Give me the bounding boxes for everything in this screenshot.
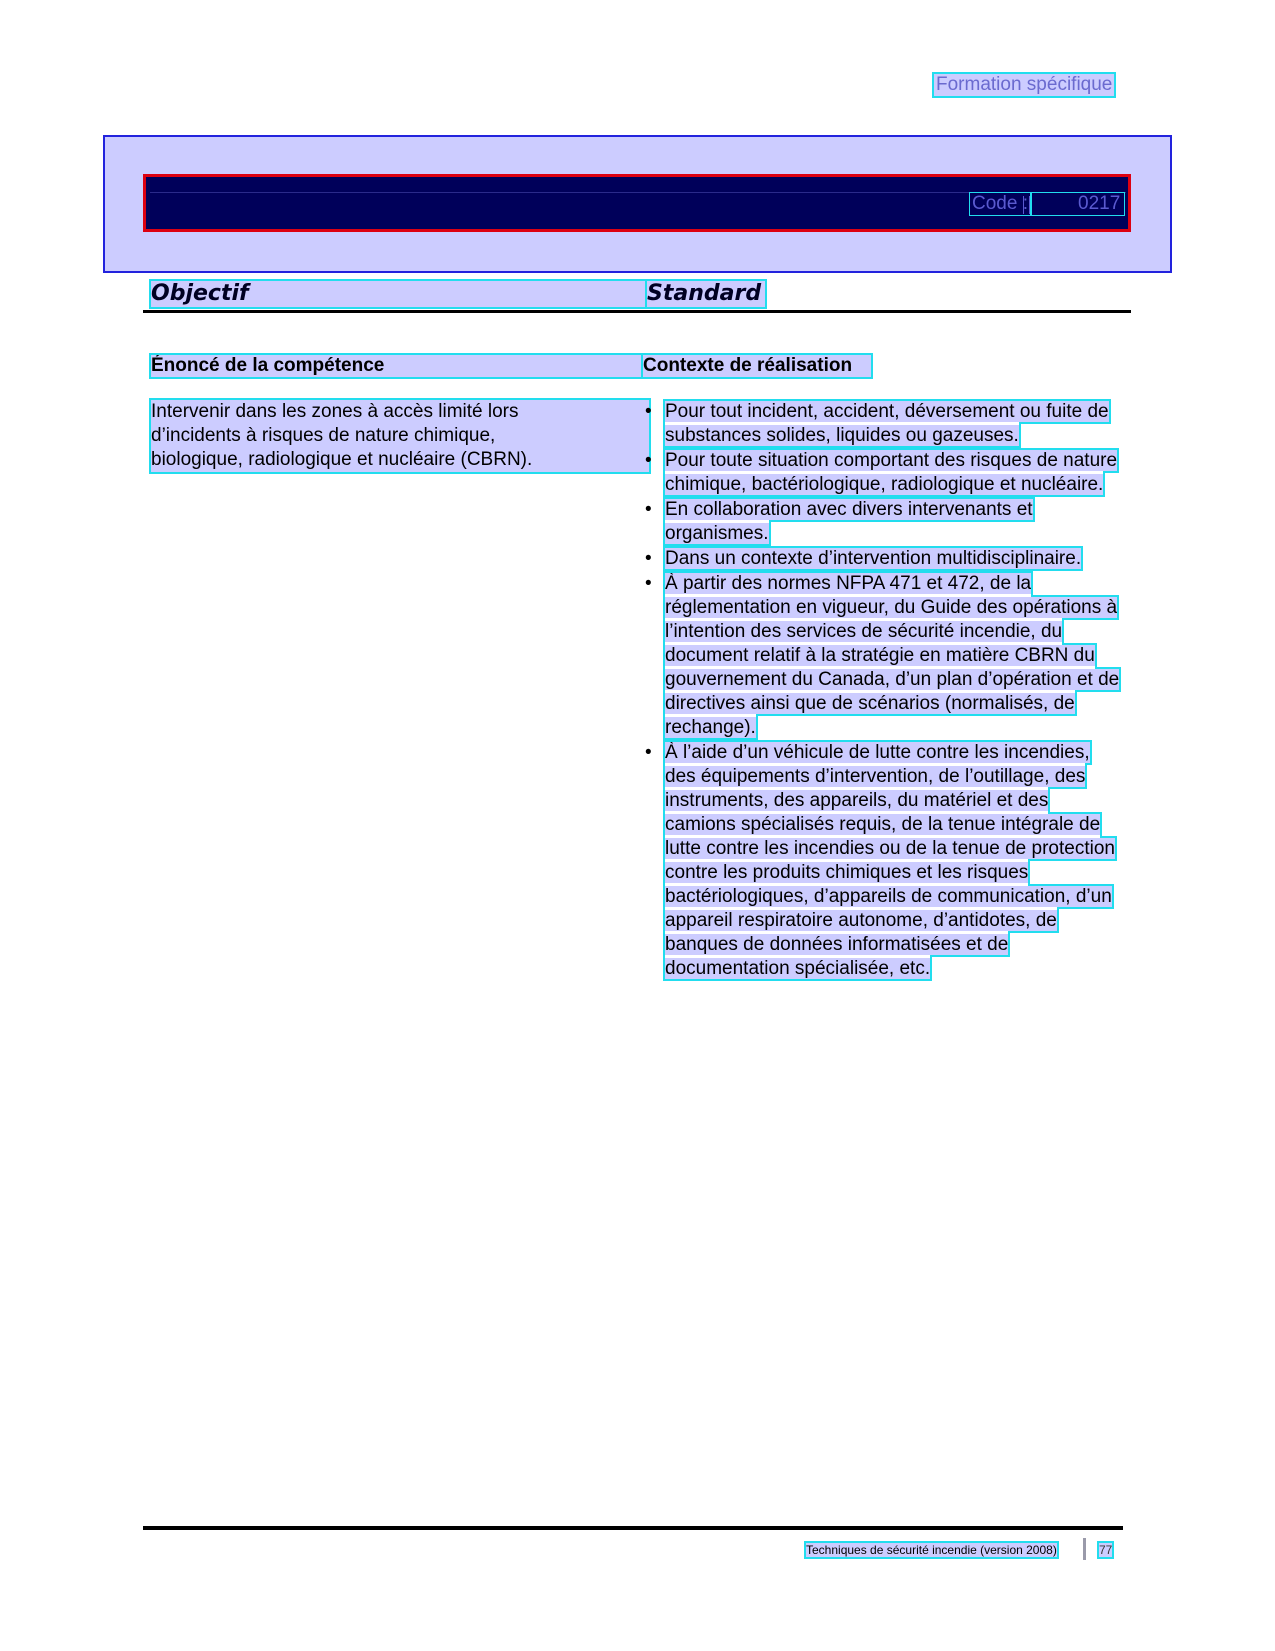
list-item <box>643 449 1123 497</box>
bullet-icon: • <box>645 450 652 471</box>
page-number: 77 <box>1099 1543 1113 1557</box>
bullet-icon: • <box>645 548 652 569</box>
list-item <box>643 741 1123 981</box>
code-label: Code : <box>972 193 1028 214</box>
list-item <box>643 572 1123 740</box>
code-value: 0217 <box>1078 193 1121 214</box>
bullet-icon: • <box>645 742 652 763</box>
contexte-list <box>643 400 1123 982</box>
enonce-line: Intervenir dans les zones à accès limité lors <box>151 401 519 422</box>
bullet-icon: • <box>645 401 652 422</box>
footer-rule <box>143 1526 1123 1530</box>
footer-text: Techniques de sécurité incendie (version 2008) <box>806 1543 1057 1557</box>
code-separator <box>1023 196 1030 214</box>
enonce-line: d’incidents à risques de nature chimique, <box>151 425 496 446</box>
contexte-heading: Contexte de réalisation <box>643 355 871 377</box>
enonce-line: biologique, radiologique et nucléaire (CBRN). <box>151 449 533 470</box>
list-item-text: Pour tout incident, accident, déversement ou fuite de substances solides, liquides ou gazeuses. <box>665 401 1109 446</box>
enonce-heading: Énoncé de la compétence <box>151 355 649 377</box>
list-item-text: À l’aide d’un véhicule de lutte contre les incendies, des équipements d’intervention, de l’outillage, des instruments, des appareils, du matériel et des camions spécialisés requis, de la tenue intégrale de lutte contre les incendies ou de la tenue de protection contre les produits chimiques et les risques bactériologiques, d’appareils de communication, d’un appareil respiratoire autonome, d’antidotes, de banques de données informatisées et de documentation spécialisée, etc. <box>665 742 1115 979</box>
objectif-title: Objectif <box>151 281 649 307</box>
title-rule <box>143 310 1131 313</box>
list-item-text: À partir des normes NFPA 471 et 472, de la réglementation en vigueur, du Guide des opérations à l’intention des services de sécurité incendie, du document relatif à la stratégie en matière CBRN du gouvernement du Canada, d’un plan d’opération et de directives ainsi que de scénarios (normalisés, de rechange). <box>665 573 1120 738</box>
list-item <box>643 498 1123 546</box>
footer-separator <box>1083 1538 1086 1560</box>
standard-title: Standard <box>647 281 765 307</box>
list-item-text: Dans un contexte d’intervention multidisciplinaire. <box>665 548 1082 569</box>
enonce-text <box>151 400 649 472</box>
bullet-icon: • <box>645 499 652 520</box>
list-item-text: Pour toute situation comportant des risques de nature chimique, bactériologique, radiologique et nucléaire. <box>665 450 1118 495</box>
program-label: Formation spécifique <box>936 74 1113 95</box>
list-item <box>643 547 1123 571</box>
list-item <box>643 400 1123 448</box>
bullet-icon: • <box>645 573 652 594</box>
list-item-text: En collaboration avec divers intervenants et organismes. <box>665 499 1033 544</box>
